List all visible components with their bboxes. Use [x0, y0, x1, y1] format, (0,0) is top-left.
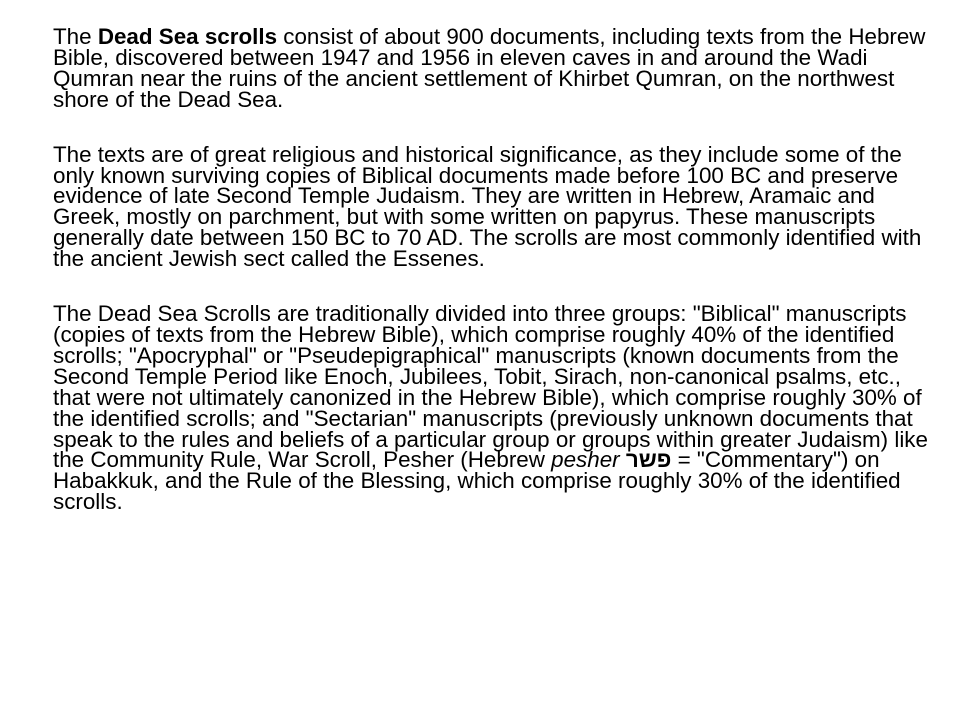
groups-text-after: = "Commentary") on Habakkuk, and the Rule of the Blessing, which comprise roughly 30% of the identified scrolls. — [53, 447, 901, 515]
groups-hebrew-word: פשר — [625, 447, 672, 473]
paragraph-intro — [53, 24, 933, 112]
groups-italic-term: pesher — [551, 447, 620, 473]
slide-text-body — [53, 24, 933, 515]
intro-prefix: The — [53, 24, 98, 49]
paragraph-significance: The texts are of great religious and historical significance, as they include some of the only known surviving copies of Biblical documents made before 100 BC and preserve evidence of late Second Temple Judaism. They are written in Hebrew, Aramaic and Greek, mostly on parchment, but with some written on papyrus. These manuscripts generally date between 150 BC to 70 AD. The scrolls are most commonly identified with the ancient Jewish sect called the Essenes. — [53, 141, 922, 272]
intro-term-bold: Dead Sea scrolls — [97, 24, 278, 49]
intro-rest: consist of about 900 documents, including texts from the Hebrew Bible, discovered between 1947 and 1956 in eleven caves in and around the Wadi Qumran near the ruins of the ancient settlement of Khirbet Qumran, on the northwest shore of the Dead Sea. — [53, 24, 926, 112]
paragraph-groups — [53, 301, 933, 515]
groups-text-before: The Dead Sea Scrolls are traditionally divided into three groups: "Biblical" manuscripts (copies of texts from the Hebrew Bible), which comprise roughly 40% of the identified scrolls; "Apocryphal" or "Pseudepigraphical" manuscripts (known documents from the Second Temple Period like Enoch, Jubilees, Tobit, Sirach, non-canonical psalms, etc., that were not ultimately canonized in the Hebrew Bible), which comprise roughly 30% of the identified scrolls; and "Sectarian" manuscripts (previously unknown documents that speak to the rules and beliefs of a particular group or groups within greater Judaism) like the Community Rule, War Scroll, Pesher (Hebrew — [53, 301, 928, 473]
